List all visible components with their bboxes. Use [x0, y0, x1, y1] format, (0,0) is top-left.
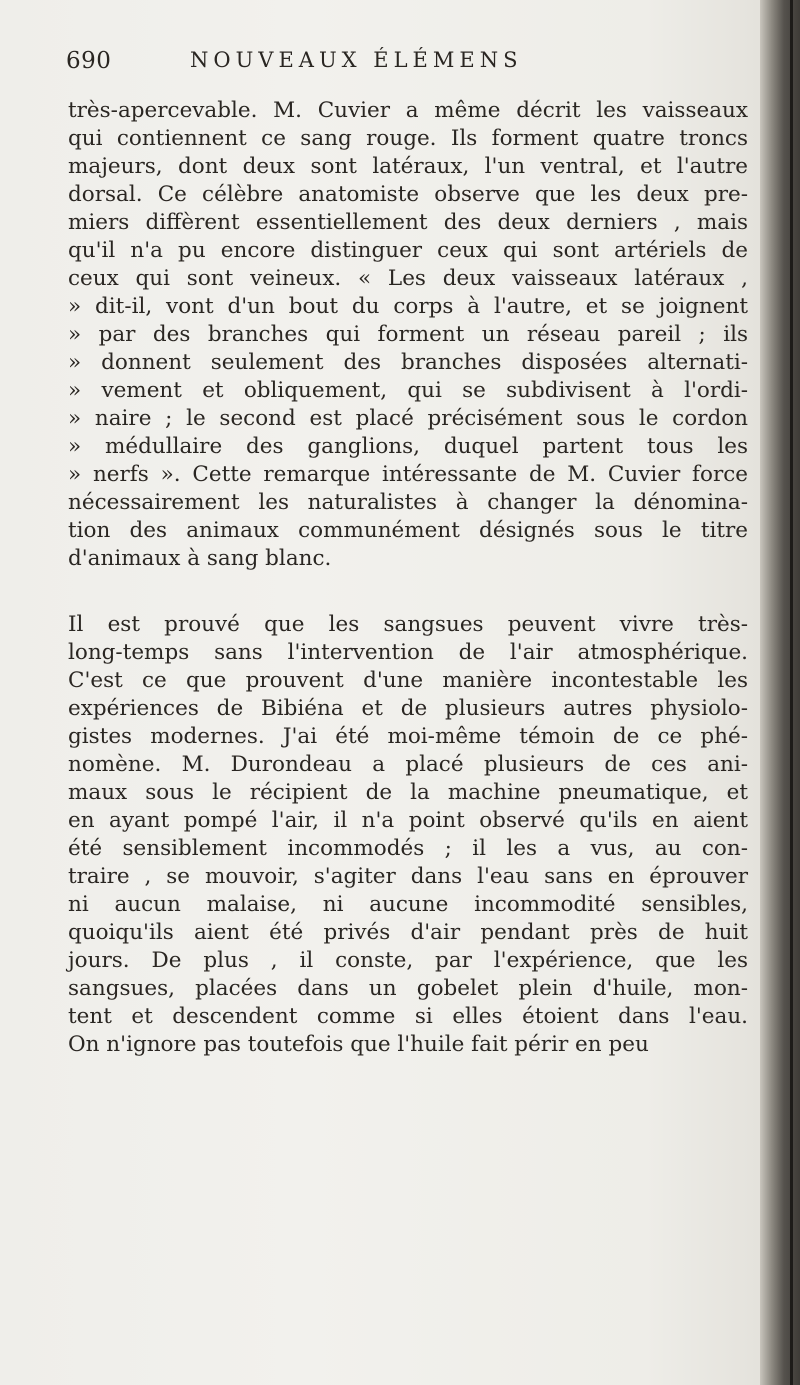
body-text: [68, 97, 748, 1059]
book-binding-edge: [790, 0, 793, 1385]
text-line: tent et descendent comme si elles étoient dans l'eau.: [68, 1004, 748, 1029]
text-line: majeurs, dont deux sont latéraux, l'un ventral, et l'autre: [68, 154, 748, 179]
text-line: jours. De plus , il conste, par l'expérience, que les: [68, 948, 748, 973]
text-line: ni aucun malaise, ni aucune incommodité sensibles,: [68, 892, 748, 917]
paragraph-gap: [68, 573, 748, 611]
text-line: » par des branches qui forment un réseau pareil ; ils: [68, 322, 748, 347]
text-line: C'est ce que prouvent d'une manière incontestable les: [68, 668, 748, 693]
text-line: quoiqu'ils aient été privés d'air pendant près de huit: [68, 920, 748, 945]
text-line: » nerfs ». Cette remarque intéressante de M. Cuvier force: [68, 462, 748, 487]
book-binding-shadow: [760, 0, 800, 1385]
text-line: nomène. M. Durondeau a placé plusieurs de ces ani-: [68, 752, 748, 777]
text-line: On n'ignore pas toutefois que l'huile fait périr en peu: [68, 1032, 649, 1057]
text-line: » naire ; le second est placé précisément sous le cordon: [68, 406, 748, 431]
text-line: » vement et obliquement, qui se subdivisent à l'ordi-: [68, 378, 748, 403]
paragraph-2: [68, 611, 748, 1059]
text-line: sangsues, placées dans un gobelet plein d'huile, mon-: [68, 976, 748, 1001]
text-line: long-temps sans l'intervention de l'air atmosphérique.: [68, 640, 748, 665]
text-line: miers diffèrent essentiellement des deux derniers , mais: [68, 210, 748, 235]
page-header: [66, 44, 726, 84]
text-line: d'animaux à sang blanc.: [68, 546, 332, 571]
text-line: » médullaire des ganglions, duquel partent tous les: [68, 434, 748, 459]
paragraph-1: [68, 97, 748, 573]
text-line: en ayant pompé l'air, il n'a point observé qu'ils en aient: [68, 808, 748, 833]
text-line: » dit-il, vont d'un bout du corps à l'autre, et se joignent: [68, 294, 748, 319]
text-line: été sensiblement incommodés ; il les a vus, au con-: [68, 836, 748, 861]
text-line: gistes modernes. J'ai été moi-même témoin de ce phé-: [68, 724, 748, 749]
page-number: 690: [66, 48, 112, 74]
text-line: tion des animaux communément désignés sous le titre: [68, 518, 748, 543]
text-line: qu'il n'a pu encore distinguer ceux qui sont artériels de: [68, 238, 748, 263]
text-line: expériences de Bibiéna et de plusieurs autres physiolo-: [68, 696, 748, 721]
text-line: nécessairement les naturalistes à changer la dénomina-: [68, 490, 748, 515]
text-line: » donnent seulement des branches disposées alternati-: [68, 350, 748, 375]
text-line: maux sous le récipient de la machine pneumatique, et: [68, 780, 748, 805]
text-line: qui contiennent ce sang rouge. Ils forment quatre troncs: [68, 126, 748, 151]
text-line: Il est prouvé que les sangsues peuvent vivre très-: [68, 612, 748, 637]
text-line: dorsal. Ce célèbre anatomiste observe que les deux pre-: [68, 182, 748, 207]
text-line: très-apercevable. M. Cuvier a même décrit les vaisseaux: [68, 98, 748, 123]
running-title: NOUVEAUX ÉLÉMENS: [190, 48, 523, 72]
text-line: ceux qui sont veineux. « Les deux vaisseaux latéraux ,: [68, 266, 748, 291]
text-line: traire , se mouvoir, s'agiter dans l'eau sans en éprouver: [68, 864, 748, 889]
